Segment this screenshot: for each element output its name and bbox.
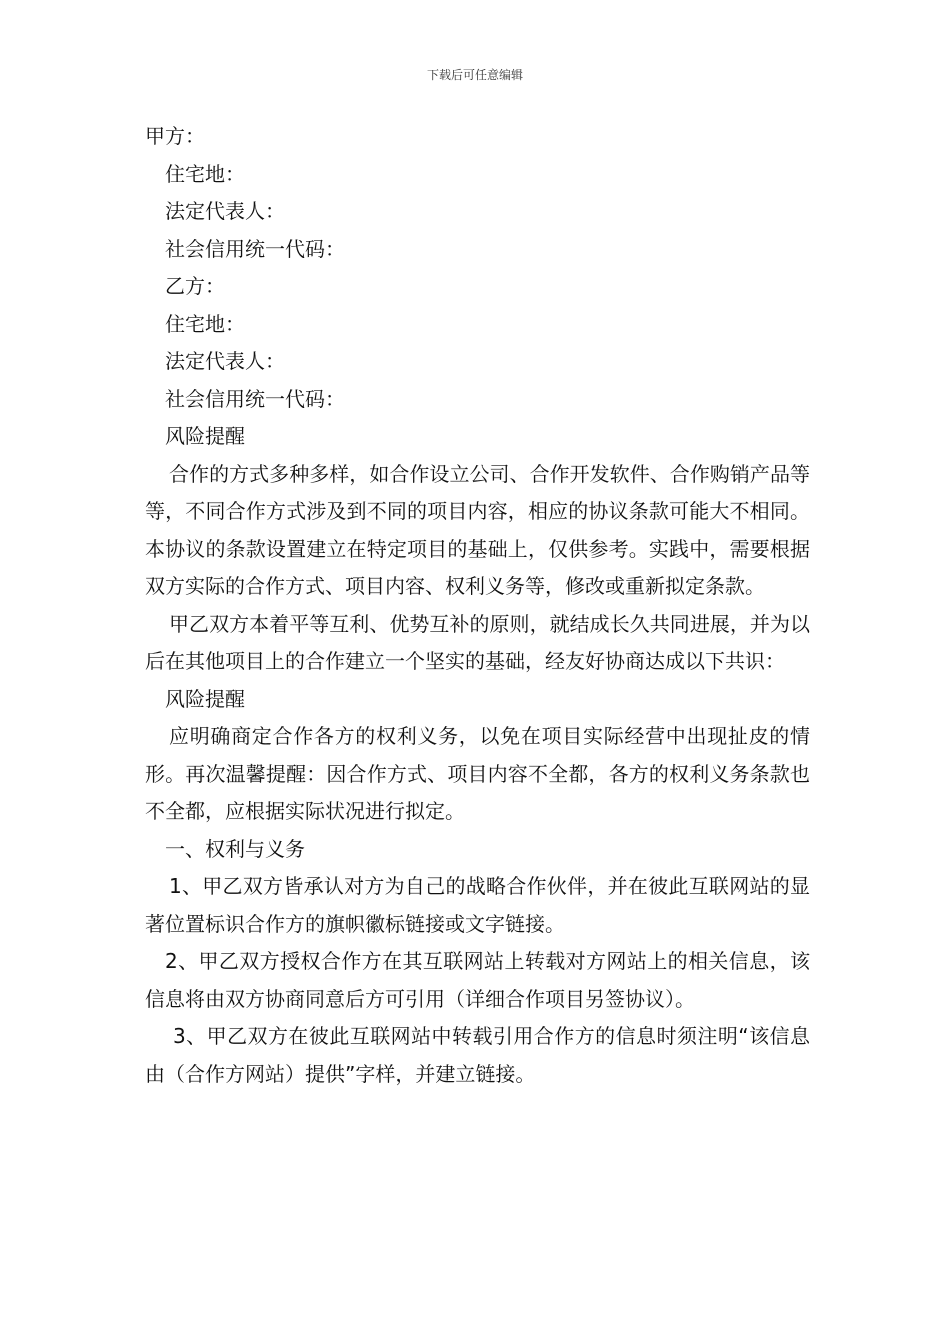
party-b-representative: 法定代表人： bbox=[165, 349, 285, 373]
section-1-title: 一、权利与义务 bbox=[165, 836, 305, 861]
party-a-address: 住宅地： bbox=[165, 161, 245, 186]
party-a-title: 甲方： bbox=[145, 124, 205, 148]
page-header: 下载后可任意编辑 bbox=[426, 68, 523, 82]
party-b-title: 乙方： bbox=[165, 274, 225, 298]
clause-3: 3、甲乙双方在彼此互联网站中转载引用合作方的信息时须注明“该信息由（合作方网站）提供”字样，并建立链接。 bbox=[145, 1024, 810, 1086]
risk-reminder-1-text: 合作的方式多种多样，如合作设立公司、合作开发软件、合作购销产品等等，不同合作方式涉及到不同的项目内容，相应的协议条款可能大不相同。本协议的条款设置建立在特定项目的基础上，仅供参考。实践中，需要根据双方实际的合作方式、项目内容、权利义务等，修改或重新拟定条款。 bbox=[145, 461, 810, 598]
party-b-address: 住宅地： bbox=[165, 311, 245, 336]
clause-1: 1、甲乙双方皆承认对方为自己的战略合作伙伴，并在彼此互联网站的显著位置标识合作方的旗帜徽标链接或文字链接。 bbox=[145, 874, 810, 936]
party-b-credit-code: 社会信用统一代码： bbox=[165, 386, 345, 411]
party-a-representative: 法定代表人： bbox=[165, 199, 285, 223]
preamble-paragraph: 甲乙双方本着平等互利、优势互补的原则，就结成长久共同进展，并为以后在其他项目上的合作建立一个坚实的基础，经友好协商达成以下共识： bbox=[145, 611, 810, 673]
risk-reminder-2-text: 应明确商定合作各方的权利义务，以免在项目实际经营中出现扯皮的情形。再次温馨提醒：因合作方式、项目内容不全都，各方的权利义务条款也不全都，应根据实际状况进行拟定。 bbox=[145, 724, 810, 823]
clause-2: 2、甲乙双方授权合作方在其互联网站上转载对方网站上的相关信息，该信息将由双方协商同意后方可引用（详细合作项目另签协议）。 bbox=[145, 949, 810, 1011]
document-body bbox=[145, 118, 810, 1093]
party-a-credit-code: 社会信用统一代码： bbox=[165, 236, 345, 261]
risk-reminder-2-title: 风险提醒 bbox=[165, 686, 245, 711]
risk-reminder-1-title: 风险提醒 bbox=[165, 424, 245, 448]
